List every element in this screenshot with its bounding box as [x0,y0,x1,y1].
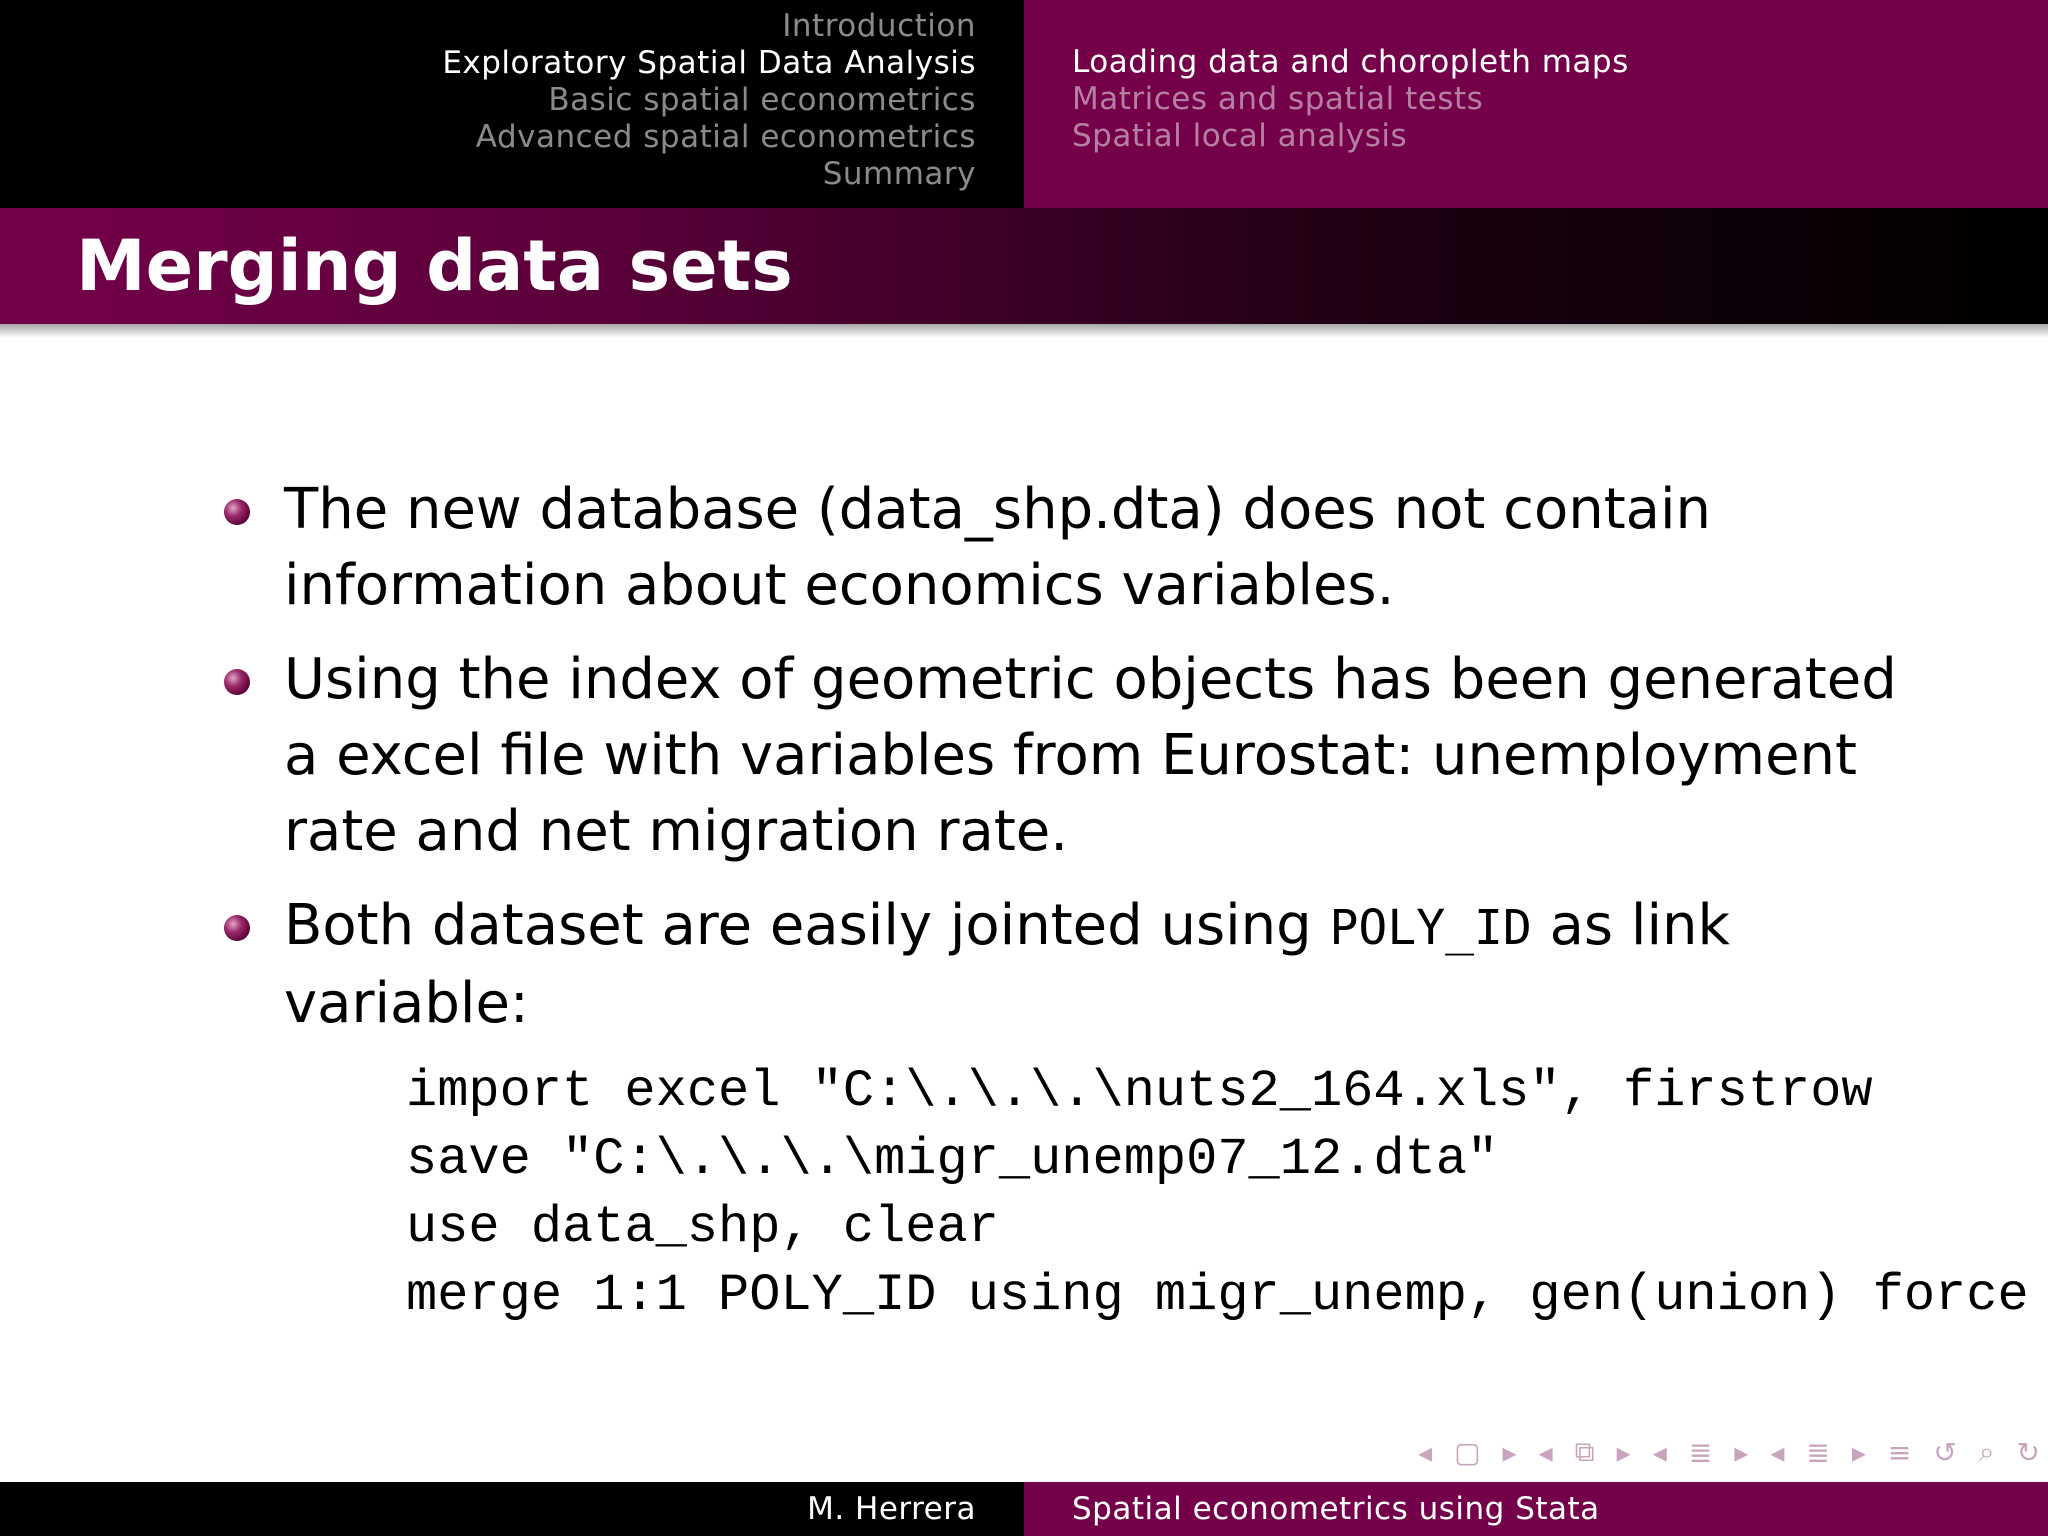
subsection-navigation [1024,0,2048,208]
code-line: merge 1:1 POLY_ID using migr_unemp, gen(union) force [406,1266,2029,1325]
nav-section-summary[interactable]: Summary [822,156,976,192]
prev-subsection-icon[interactable]: ◂ [1652,1435,1667,1469]
bullet-text-before: Both dataset are easily jointed using [284,893,1330,958]
inline-code: POLY_ID [1329,900,1532,956]
bullet-text: The new database (data_shp.dta) does not contain information about economics variables. [284,477,1712,618]
align-icon[interactable]: ≡ [1887,1435,1912,1469]
footer-author: M. Herrera [0,1482,1024,1536]
section-icon[interactable]: ≣ [1806,1435,1830,1469]
bullet-text-after: as link variable: [284,893,1730,1036]
slides-icon[interactable]: ⧉ [1574,1435,1595,1468]
title-shadow [0,324,2048,338]
back-icon[interactable]: ↺ [1933,1435,1957,1469]
subsection-icon[interactable]: ≣ [1688,1435,1713,1469]
nav-subsection-matrices[interactable]: Matrices and spatial tests [1072,81,1484,117]
section-navigation [0,0,1024,208]
footer-talk-title: Spatial econometrics using Stata [1024,1482,2048,1536]
prev-slide-icon[interactable]: ◂ [1538,1435,1553,1469]
bullet-list [220,472,1940,1060]
nav-section-esda[interactable]: Exploratory Spatial Data Analysis [442,45,976,81]
code-line: save "C:\.\.\.\migr_unemp07_12.dta" [406,1130,1499,1189]
forward-icon[interactable]: ↻ [2016,1435,2040,1469]
next-slide-icon[interactable]: ▸ [1616,1435,1631,1469]
prev-frame-icon[interactable]: ◂ [1418,1435,1433,1469]
nav-section-basic-spatial[interactable]: Basic spatial econometrics [548,82,976,118]
bullet-item [220,888,1940,1042]
bullet-item [220,472,1940,624]
nav-section-introduction[interactable]: Introduction [782,8,976,44]
prev-section-icon[interactable]: ◂ [1770,1435,1785,1469]
next-subsection-icon[interactable]: ▸ [1734,1435,1749,1469]
bullet-dot-icon [224,915,250,941]
next-section-icon[interactable]: ▸ [1851,1435,1866,1469]
code-line: use data_shp, clear [406,1198,999,1257]
code-line: import excel "C:\.\.\.\nuts2_164.xls", firstrow [406,1062,1873,1121]
bullet-dot-icon [224,669,250,695]
nav-subsection-local-analysis[interactable]: Spatial local analysis [1072,118,1408,154]
bullet-text [284,888,1940,1042]
code-block [406,1058,2029,1330]
bullet-item [220,642,1940,870]
nav-subsection-loading-data[interactable]: Loading data and choropleth maps [1072,44,1629,80]
next-frame-icon[interactable]: ▸ [1502,1435,1517,1469]
beamer-navigation-symbols [1300,1432,2040,1472]
nav-section-advanced-spatial[interactable]: Advanced spatial econometrics [475,119,976,155]
frame-icon[interactable]: ▢ [1454,1435,1481,1469]
slide-title: Merging data sets [76,225,793,307]
bullet-dot-icon [224,499,250,525]
search-icon[interactable]: ⌕ [1978,1435,1995,1468]
bullet-text: Using the index of geometric objects has been generated a excel file with variables from Eurostat: unemployment rate and net migration rate. [284,647,1897,864]
